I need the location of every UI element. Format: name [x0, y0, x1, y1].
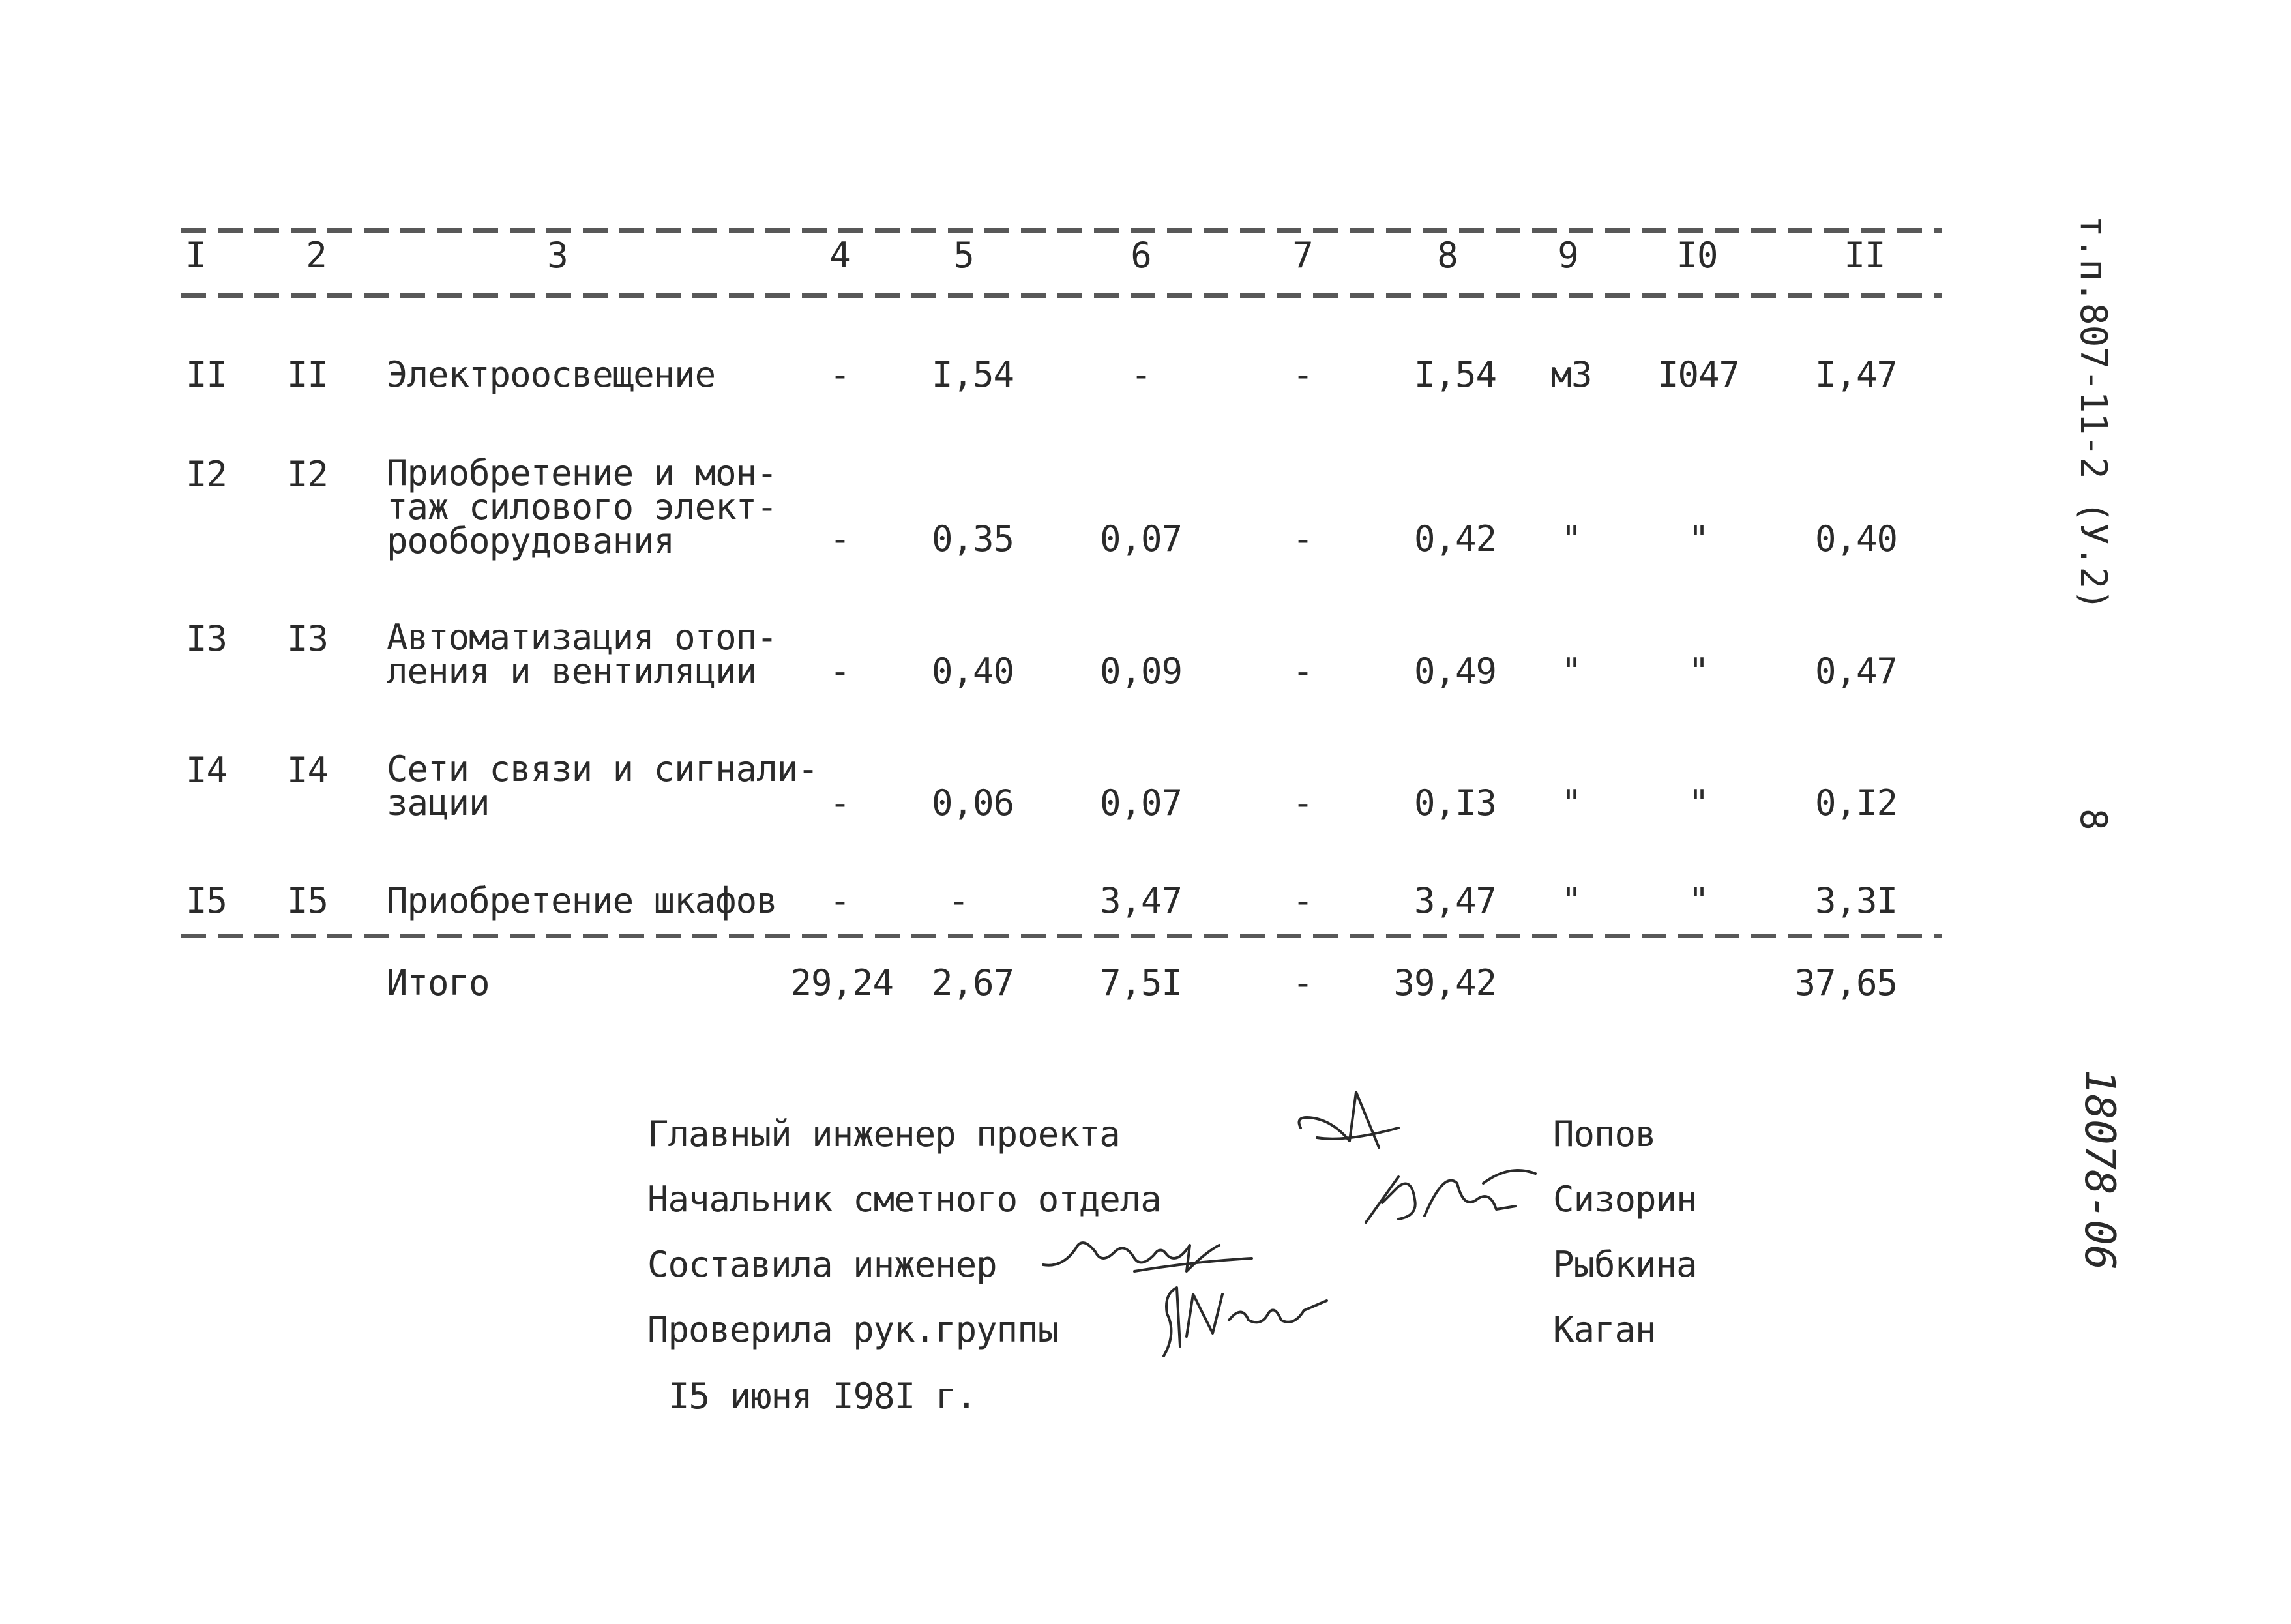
work-name: Приобретение шкафов: [387, 880, 777, 921]
total-rule: [181, 934, 1942, 938]
cell-col-4: -: [829, 880, 850, 921]
cell-col-4: -: [829, 354, 850, 395]
signature-title: Проверила рук.группы: [647, 1309, 1059, 1350]
total-col-7: -: [1292, 962, 1313, 1003]
row-code: I2: [287, 454, 329, 495]
header-col-9: 9: [1558, 235, 1578, 276]
cell-col-7: -: [1292, 651, 1313, 692]
signature-name: Попов: [1553, 1114, 1656, 1155]
cell-col-11: 0,47: [1814, 651, 1897, 692]
signature-name: Сизорин: [1553, 1179, 1697, 1220]
cell-col-8: 0,I3: [1413, 782, 1496, 823]
page-number: 8: [2072, 808, 2114, 831]
header-bottom-rule: [181, 293, 1942, 298]
cell-col-9: м3: [1550, 354, 1592, 395]
header-col-4: 4: [829, 235, 850, 276]
signature-kagan: [1151, 1275, 1333, 1359]
work-name: Электроосвещение: [387, 354, 716, 395]
cell-col-5: 0,40: [931, 651, 1014, 692]
header-col-3: 3: [547, 235, 568, 276]
signature-name: Каган: [1553, 1309, 1656, 1350]
total-col-8: 39,42: [1393, 962, 1496, 1003]
total-col-4: 29,24: [790, 962, 893, 1003]
header-col-5: 5: [953, 235, 974, 276]
document-number: 18078-06: [2075, 1069, 2123, 1271]
cell-col-8: 0,42: [1413, 518, 1496, 559]
cell-col-11: 3,3I: [1814, 880, 1897, 921]
cell-col-4: -: [829, 651, 850, 692]
cell-col-10: ": [1688, 880, 1709, 921]
total-col-5: 2,67: [931, 962, 1014, 1003]
work-name: Приобретение и мон- таж силового элект- рооборудования: [387, 452, 777, 561]
cell-col-8: 3,47: [1413, 880, 1496, 921]
header-col-1: I: [185, 235, 206, 276]
header-col-11: II: [1844, 235, 1885, 276]
row-code: I4: [287, 750, 329, 791]
cell-col-4: -: [829, 518, 850, 559]
cell-col-11: 0,I2: [1814, 782, 1897, 823]
cell-col-7: -: [1292, 880, 1313, 921]
cell-col-11: I,47: [1814, 354, 1897, 395]
work-name: Сети связи и сигнали- зации: [387, 748, 818, 823]
row-number: I5: [186, 880, 228, 921]
row-code: I3: [287, 618, 329, 659]
cell-col-9: ": [1561, 518, 1582, 559]
cell-col-7: -: [1292, 782, 1313, 823]
cell-col-10: ": [1688, 782, 1709, 823]
row-number: I3: [186, 618, 228, 659]
table-top-rule: [181, 228, 1942, 233]
cell-col-10: I047: [1657, 354, 1740, 395]
cell-col-4: -: [829, 782, 850, 823]
cell-col-8: I,54: [1413, 354, 1496, 395]
row-number: II: [186, 354, 228, 395]
cell-col-8: 0,49: [1413, 651, 1496, 692]
cell-col-6: 3,47: [1099, 880, 1183, 921]
cell-col-7: -: [1292, 354, 1313, 395]
document-date: I5 июня I98I г.: [668, 1376, 977, 1417]
cell-col-6: -: [1131, 354, 1151, 395]
row-number: I4: [186, 750, 228, 791]
cell-col-7: -: [1292, 518, 1313, 559]
signature-title: Главный инженер проекта: [647, 1114, 1120, 1155]
cell-col-10: ": [1688, 651, 1709, 692]
total-col-6: 7,5I: [1099, 962, 1183, 1003]
header-col-7: 7: [1292, 235, 1313, 276]
work-name: Автоматизация отоп- ления и вентиляции: [387, 617, 777, 692]
cell-col-9: ": [1561, 880, 1582, 921]
cell-col-5: -: [948, 880, 969, 921]
header-col-6: 6: [1131, 235, 1151, 276]
cell-col-6: 0,07: [1099, 782, 1183, 823]
signature-name: Рыбкина: [1553, 1244, 1697, 1285]
cell-col-5: 0,35: [931, 518, 1014, 559]
total-col-11: 37,65: [1794, 962, 1897, 1003]
signature-popov: [1288, 1082, 1418, 1174]
cell-col-5: 0,06: [931, 782, 1014, 823]
cell-col-9: ": [1561, 651, 1582, 692]
cell-col-5: I,54: [931, 354, 1014, 395]
header-col-2: 2: [306, 235, 327, 276]
total-label: Итого: [387, 962, 490, 1003]
cell-col-10: ": [1688, 518, 1709, 559]
header-col-10: I0: [1676, 235, 1718, 276]
cell-col-11: 0,40: [1814, 518, 1897, 559]
cell-col-9: ": [1561, 782, 1582, 823]
cell-col-6: 0,07: [1099, 518, 1183, 559]
cell-col-6: 0,09: [1099, 651, 1183, 692]
header-col-8: 8: [1437, 235, 1458, 276]
row-code: II: [287, 354, 329, 395]
row-code: I5: [287, 880, 329, 921]
signature-title: Составила инженер: [647, 1244, 997, 1285]
project-code: т.п.807-11-2 (У.2): [2072, 215, 2114, 611]
row-number: I2: [186, 454, 228, 495]
signature-title: Начальник сметного отдела: [647, 1179, 1161, 1220]
signature-sizorin: [1359, 1164, 1542, 1235]
